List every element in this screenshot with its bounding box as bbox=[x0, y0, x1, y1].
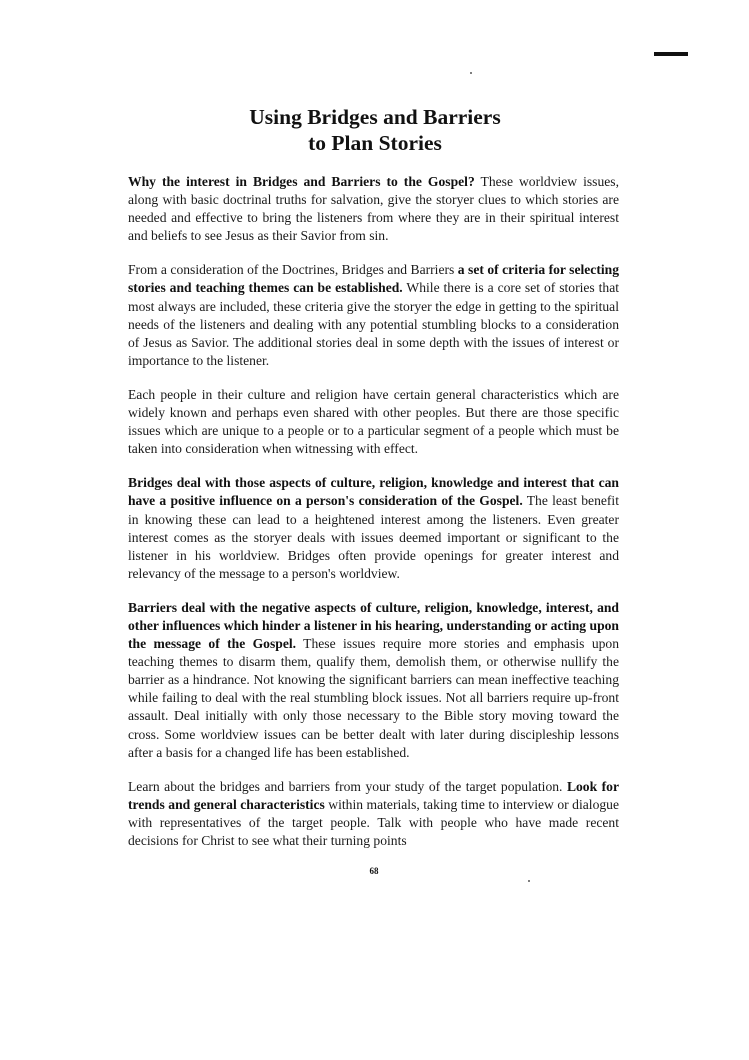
page-number: 68 bbox=[369, 866, 379, 876]
paragraph-bridges bbox=[128, 474, 619, 583]
paragraph-characteristics bbox=[128, 386, 619, 458]
title-line-2: to Plan Stories bbox=[308, 131, 442, 155]
paragraph-bold: Look for trends and general characteristics bbox=[128, 778, 619, 812]
paragraph-bold: Barriers deal with the negative aspects of culture, religion, knowledge, interest, and other influences which hinder a listener in his hearing, understanding or acting upon the message of the Gospel. bbox=[128, 599, 619, 652]
paragraph-lead: Learn about the bridges and barriers from your study of the target population. bbox=[128, 778, 567, 794]
paragraph-text: These issues require more stories and emphasis upon teaching themes to disarm them, qualify them, demolish them, or otherwise nullify the barrier as a hindrance. Not knowing the significant barriers can mean ineffective teaching while failing to deal with the real stumbling block issues. Not all barriers require up-front assault. Deal initially with only those necessary to the Bible story moving toward the cross. Some worldview issues can be better dealt with later during discipleship lessons after a basis for a changed life has been established. bbox=[128, 636, 620, 760]
paragraph-bold: Bridges deal with those aspects of culture, religion, knowledge and interest that can have a positive influence on a person's consideration of the Gospel. bbox=[128, 475, 619, 509]
paragraph-learn bbox=[128, 778, 619, 850]
paragraph-lead: From a consideration of the Doctrines, Bridges and Barriers bbox=[128, 262, 458, 278]
paragraph-why-interest bbox=[128, 173, 619, 245]
paragraph-text: While there is a core set of stories that most always are included, these criteria give the storyer the edge in getting to the spiritual needs of the listeners and dealing with any potential stumbling blocks to a consideration of Jesus as Savior. The additional stories deal in some depth with the issues of interest or importance to the listener. bbox=[128, 280, 620, 368]
paragraph-bold: Why the interest in Bridges and Barriers to the Gospel? bbox=[128, 174, 475, 189]
paragraph-text: within materials, taking time to interview or dialogue with representatives of the target people. Talk with people who have made recent decisions for Christ to see what their turning points bbox=[128, 796, 619, 848]
paragraph-text: The least benefit in knowing these can lead to a heightened interest among the listeners. Even greater interest comes as the storyer deals with issues deemed important or significant to the listener in his worldview. Bridges often provide openings for greater interest and relevancy of the message to a person's worldview. bbox=[128, 493, 619, 581]
paragraph-text: Each people in their culture and religion have certain general characteristics which are widely known and perhaps even shared with other peoples. But there are those specific issues which are unique to a people or to a particular segment of a people which must be taken into consideration when witnessing with effect. bbox=[128, 386, 619, 457]
paragraph-barriers bbox=[128, 599, 619, 762]
page-edge-mark bbox=[654, 52, 688, 56]
paragraph-bold: a set of criteria for selecting stories and teaching themes can be established. bbox=[128, 262, 619, 296]
page-title bbox=[130, 104, 620, 156]
body-text bbox=[128, 173, 619, 866]
scan-speck bbox=[528, 880, 530, 882]
paragraph-criteria bbox=[128, 261, 619, 370]
paragraph-text: These worldview issues, along with basic doctrinal truths for salvation, give the storyer clues to which stories are needed and effective to bring the listeners from where they are in their spiritual interest and beliefs to see Jesus as their Savior from sin. bbox=[128, 174, 619, 244]
title-line-1: Using Bridges and Barriers bbox=[249, 105, 501, 129]
scan-speck bbox=[470, 72, 472, 74]
